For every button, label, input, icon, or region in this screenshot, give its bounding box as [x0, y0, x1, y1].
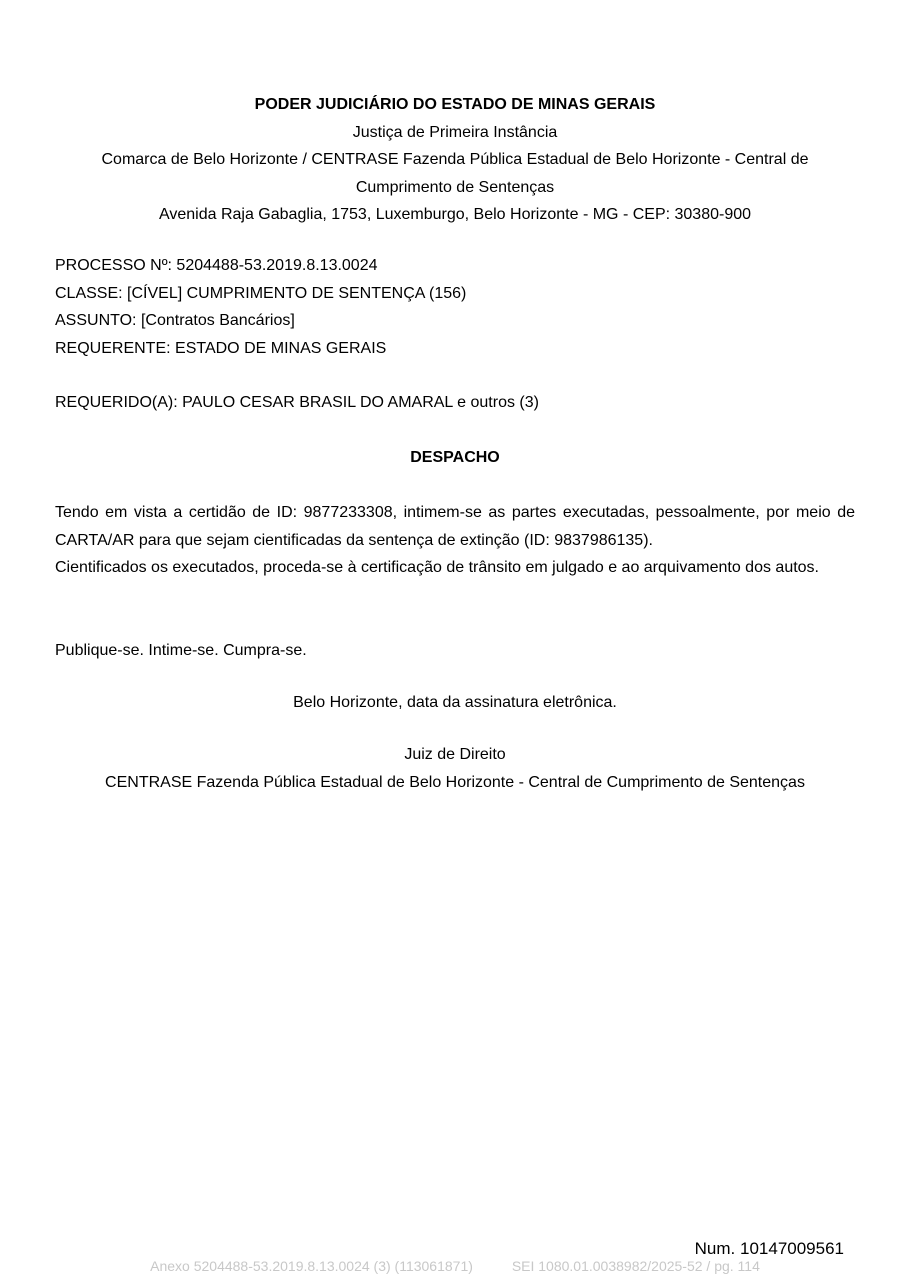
- document-header: [55, 91, 855, 229]
- court-instance: Justiça de Primeira Instância: [352, 123, 558, 141]
- case-class: CLASSE: [CÍVEL] CUMPRIMENTO DE SENTENÇA (156): [55, 284, 467, 302]
- case-plaintiff: REQUERENTE: ESTADO DE MINAS GERAIS: [55, 339, 387, 357]
- case-info: [55, 252, 855, 362]
- court-address: Avenida Raja Gabaglia, 1753, Luxemburgo, Belo Horizonte - MG - CEP: 30380-900: [158, 206, 752, 223]
- annex-footer: [0, 1256, 910, 1276]
- signer-role: Juiz de Direito: [404, 746, 506, 763]
- case-respondent: REQUERIDO(A): PAULO CESAR BRASIL DO AMARAL e outros (3): [55, 394, 539, 411]
- case-respondent-block: [55, 389, 855, 417]
- case-subject: ASSUNTO: [Contratos Bancários]: [55, 312, 295, 329]
- court-name: PODER JUDICIÁRIO DO ESTADO DE MINAS GERAIS: [254, 96, 656, 113]
- document-number: Num. 10147009561: [694, 1239, 844, 1258]
- place-date: Belo Horizonte, data da assinatura eletrônica.: [293, 694, 617, 711]
- case-number: PROCESSO Nº: 5204488-53.2019.8.13.0024: [55, 257, 378, 274]
- annex-reference: Anexo 5204488-53.2019.8.13.0024 (3) (113061871): [150, 1258, 473, 1274]
- document-body: [55, 499, 855, 582]
- document-title: DESPACHO: [410, 449, 500, 466]
- signer-unit: CENTRASE Fazenda Pública Estadual de Belo Horizonte - Central de Cumprimento de Sentenças: [105, 773, 805, 791]
- closing-phrase: Publique-se. Intime-se. Cumpra-se.: [55, 642, 307, 659]
- signature-block: [55, 741, 855, 796]
- body-paragraph-2: Cientificados os executados, proceda-se à certificação de trânsito em julgado e ao arquivamento dos autos.: [55, 559, 819, 576]
- sei-reference: SEI 1080.01.0038982/2025-52 / pg. 114: [511, 1258, 760, 1274]
- body-paragraph-1: Tendo em vista a certidão de ID: 9877233308, intimem-se as partes executadas, pessoalmente, por meio de CARTA/AR para que sejam cientificadas da sentença de extinção (ID: 9837986135).: [55, 504, 855, 549]
- comarca-line-2: Cumprimento de Sentenças: [355, 178, 555, 196]
- comarca-line-1: Comarca de Belo Horizonte / CENTRASE Fazenda Pública Estadual de Belo Horizonte - Central de: [101, 151, 809, 168]
